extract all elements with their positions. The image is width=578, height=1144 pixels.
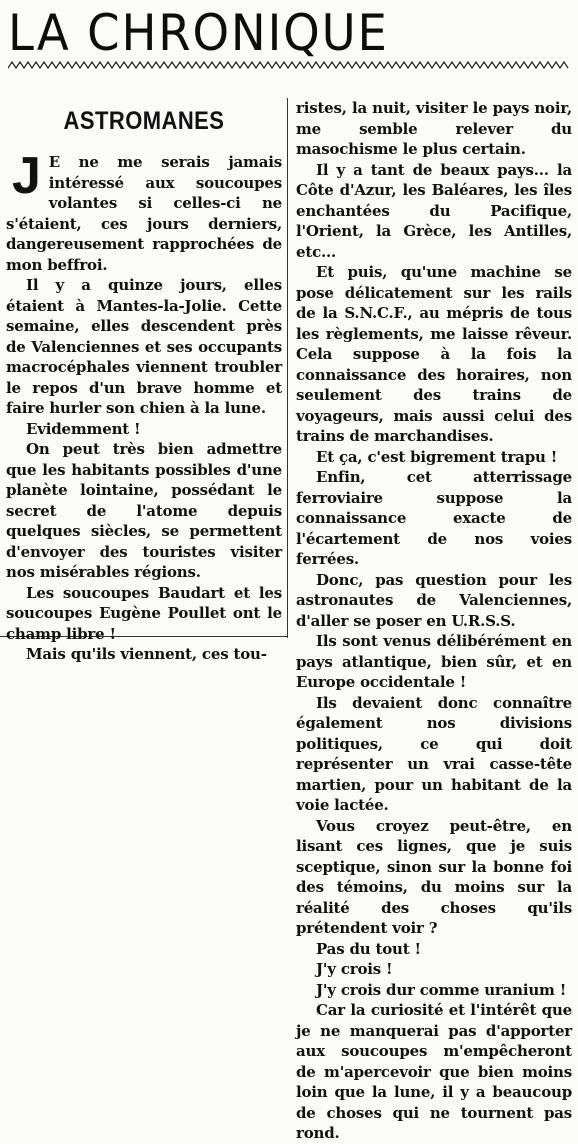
paragraph-continued: ristes, la nuit, visiter le pays noir, me semble relever du masochisme le plus certain. xyxy=(296,99,572,158)
paragraph: J'y crois ! xyxy=(316,960,393,978)
paragraph: Evidemment ! xyxy=(26,419,141,438)
paragraph: Vous croyez peut-être, en lisant ces lignes, que je suis sceptique, sinon sur la bonne foi des témoins, du moins sur la réalité des choses qu'ils prétendent voir ? xyxy=(296,816,572,937)
masthead-title: LA CHRONIQUE xyxy=(8,4,389,62)
paragraph: J'y crois dur comme uranium ! xyxy=(316,980,567,999)
masthead xyxy=(8,4,570,68)
paragraph: Et ça, c'est bigrement trapu ! xyxy=(316,447,558,466)
paragraph: Ils devaient donc connaître également nos divisions politiques, ce qui doit représenter un vrai casse-tête martien, pour un habitant de la voie lactée. xyxy=(296,693,572,814)
paragraph: On peut très bien admettre que les habitants possibles d'une planète lointaine, possédant le secret de l'atome depuis quelques siècles, se permettent d'envoyer des touristes visiter nos misérables régions. xyxy=(6,440,282,581)
column-divider xyxy=(287,98,288,638)
paragraph: E ne me serais jamais intéressé aux soucoupes volantes si celles-ci ne s'étaient, ces jours derniers, dangereusement rapprochées de mon beffroi. xyxy=(6,153,282,274)
paragraph: Il y a tant de beaux pays... la Côte d'Azur, les Baléares, les îles enchantées du Pacifique, l'Orient, la Grèce, les Antilles, etc... xyxy=(296,160,572,261)
paragraph: Enfin, cet atterrissage ferroviaire suppose la connaissance exacte de l'écartement de nos voies ferrées. xyxy=(296,468,572,568)
drop-cap: J xyxy=(12,147,41,205)
paragraph: Donc, pas question pour les astronautes de Valenciennes, d'aller se poser en U.R.S.S. xyxy=(296,570,572,630)
right-column xyxy=(296,98,572,1144)
paragraph: Ils sont venus délibérément en pays atlantique, bien sûr, et en Europe occidentale ! xyxy=(296,632,572,691)
lead-paragraph xyxy=(6,147,282,275)
masthead-zigzag-rule xyxy=(8,60,570,70)
paragraph: Il y a quinze jours, elles étaient à Mantes-la-Jolie. Cette semaine, elles descendent près de Valenciennes et ses occupants macrocéphales viennent troubler le repos d'un brave homme et faire hurler son chien à la lune. xyxy=(6,276,282,417)
paragraph: Et puis, qu'une machine se pose délicatement sur les rails de la S.N.C.F., au mépris de tous les règlements, me laisse rêveur. Cela suppose à la fois la connaissance des horaires, non seulement des trains de voyageurs, mais aussi celui des trains de marchandises. xyxy=(296,263,572,445)
paragraph: Pas du tout ! xyxy=(316,939,421,958)
paragraph: Mais qu'ils viennent, ces tou- xyxy=(26,645,267,663)
article-headline: ASTROMANES xyxy=(63,107,225,135)
paragraph: Les soucoupes Baudart et les soucoupes Eugène Poullet ont le champ libre ! xyxy=(6,583,282,643)
left-column xyxy=(6,104,282,665)
paragraph: Car la curiosité et l'intérêt que je ne manquerai pas d'apporter aux soucoupes m'empêcheront de m'apercevoir que bien moins loin que la lune, il y a beaucoup de choses qui ne tournent pas rond. xyxy=(296,1001,572,1142)
